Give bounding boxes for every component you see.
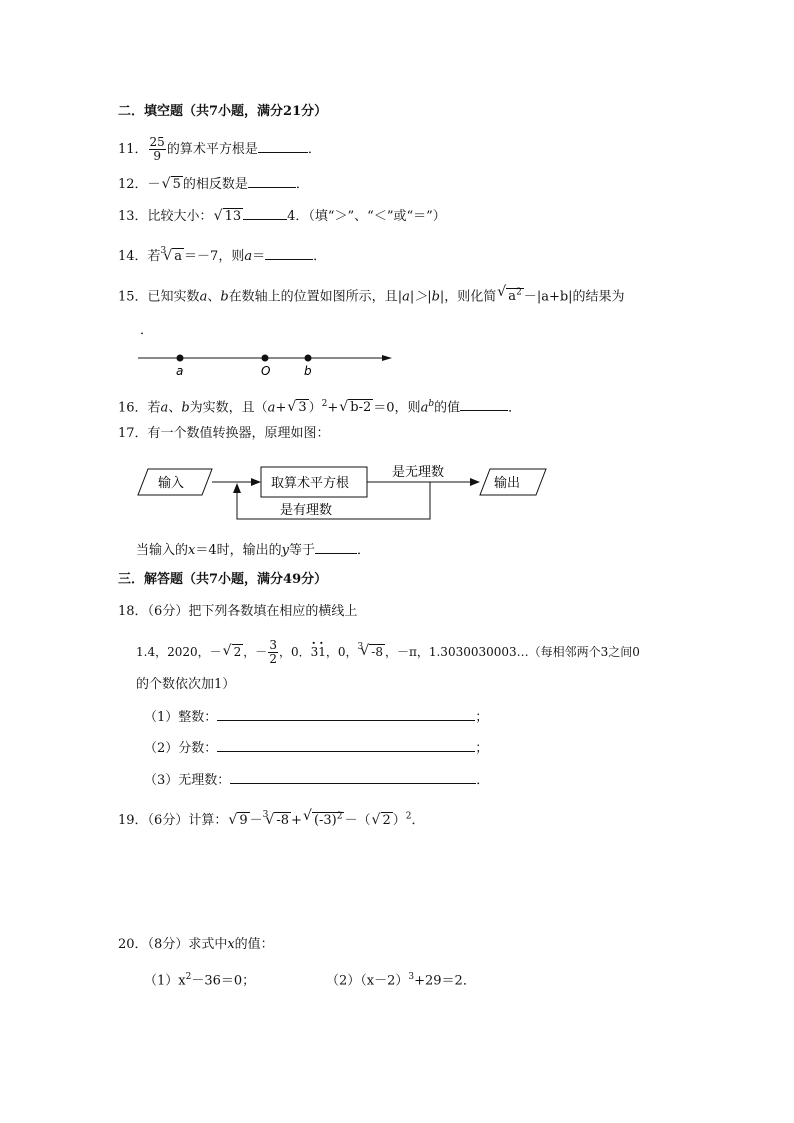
q18-integers-blank[interactable]	[217, 707, 475, 721]
q17-answer-line: 当输入的x＝4时，输出的y等于 ．	[136, 540, 370, 560]
point-a	[177, 355, 184, 362]
question-19: 19．（6分）计算：√ 9 －$^3$√ -8 +√ $(-3)^2$ －（√ 2 ）$^2$．	[118, 806, 425, 830]
q18-item-irrationals: （3）无理数： ．	[144, 770, 489, 790]
label-a: a	[176, 364, 184, 378]
point-o	[262, 355, 269, 362]
q15-sqrt: √ $a^2$	[497, 284, 524, 306]
section-2-title: 二．填空题（共7小题，满分21分）	[118, 104, 328, 119]
q13-answer-blank[interactable]	[243, 206, 287, 220]
question-15: 15．已知实数a、b在数轴上的位置如图所示，且|a|＞|b|，则化简√ $a^2 -|a+b|$的结果为	[118, 284, 625, 306]
q18-item-integers: （1）整数： ；	[144, 707, 488, 727]
q14-cube-root: √ a	[163, 248, 184, 266]
question-13: 13．比较大小：√ 13 4．（填“＞”、“＜”或“＝”）	[118, 206, 446, 226]
q15-continuation: ．	[140, 323, 154, 338]
q18-numbers-line-1: 1.4，2020，－√ 2 ，－ $\frac{3}{2}$ ，0．· 3· 1，0，$^3$√ -8 ，－π，1.3030030003…（每相邻两个3之间0	[136, 638, 640, 666]
label-b: b	[304, 364, 312, 378]
question-11: 11． $\frac{25}{9}$ 的算术平方根是 ．	[118, 135, 321, 163]
question-20: 20．（8分）求式中x的值：	[118, 937, 274, 952]
input-label: 输入	[158, 476, 185, 491]
question-14: 14．若$^3$√ a ＝－7，则a＝ ．	[118, 242, 326, 266]
q13-sqrt: √ 13	[214, 208, 244, 226]
q12-sqrt: √ 5	[162, 176, 183, 194]
rational-label: 是有理数	[280, 503, 333, 518]
q18-irrationals-blank[interactable]	[230, 770, 476, 784]
q17-answer-blank[interactable]	[315, 540, 357, 554]
q17-flowchart	[130, 457, 560, 527]
q18-item-fractions: （2）分数： ；	[144, 738, 488, 758]
q15-number-line	[130, 348, 400, 380]
output-label: 输出	[494, 476, 521, 491]
label-o: O	[261, 364, 271, 378]
question-12: 12．－√ 5 的相反数是 ．	[118, 174, 309, 194]
q16-answer-blank[interactable]	[460, 397, 508, 411]
point-b	[305, 355, 312, 362]
irrational-label: 是无理数	[392, 465, 445, 480]
q11-fraction: $\frac{25}{9}$	[149, 135, 165, 163]
question-17: 17．有一个数值转换器，原理如图：	[118, 426, 330, 441]
q20-part-2: $(2)(x-2)^3+29=2$．	[326, 972, 476, 989]
question-18: 18．（6分）把下列各数填在相应的横线上	[118, 604, 358, 619]
process-label: 取算术平方根	[271, 476, 350, 491]
q20-part-1: $(1)x^2-36=0$；	[144, 972, 256, 989]
q18-numbers-line-2: 的个数依次加1）	[136, 677, 236, 692]
q11-number: 11．	[118, 142, 148, 157]
section-3-title: 三．解答题（共7小题，满分49分）	[118, 572, 328, 587]
q11-answer-blank[interactable]	[258, 139, 308, 153]
q12-answer-blank[interactable]	[248, 174, 296, 188]
question-16: 16．若a、b为实数，且（a+√ 3 ）$^2$+√ b-2 ＝0，则$a^b$的值 ．	[118, 395, 521, 417]
q18-fractions-blank[interactable]	[217, 738, 475, 752]
q14-answer-blank[interactable]	[265, 246, 313, 260]
